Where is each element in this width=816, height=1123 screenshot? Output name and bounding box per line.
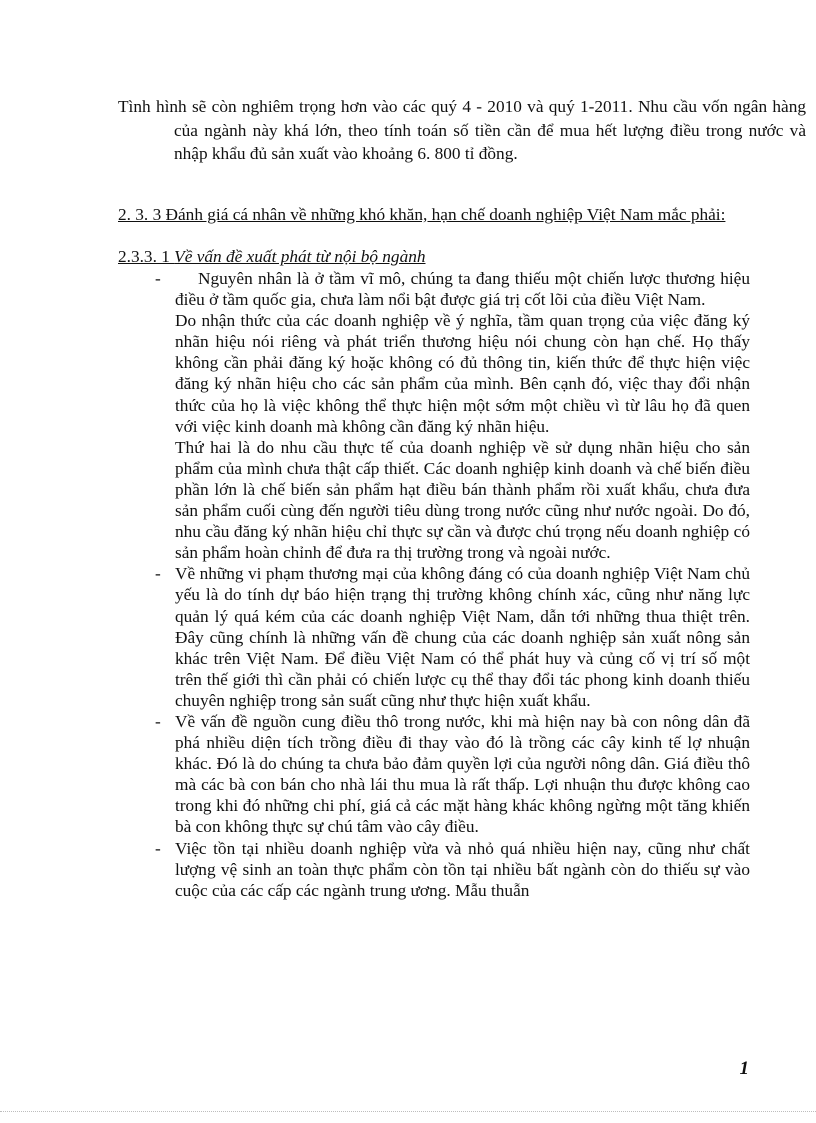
- section-heading: 2. 3. 3 Đánh giá cá nhân về những khó khăn, hạn chế doanh nghiệp Việt Nam mắc phải:: [118, 205, 726, 224]
- list-item-paragraph: Việc tồn tại nhiều doanh nghiệp vừa và nhỏ quá nhiều hiện nay, cũng như chất lượng vệ sinh an toàn thực phẩm còn tồn tại nhiều bất ngành còn do thiếu sự vào cuộc của các cấp các ngành trung ương. Mẫu thuẫn: [175, 838, 750, 900]
- dash-bullet: -: [155, 838, 161, 858]
- list-item-paragraph: Về vấn đề nguồn cung điều thô trong nước, khi mà hiện nay bà con nông dân đã phá nhiều diện tích trồng điều đi thay vào đó là trồng các cây kinh tế lợ nhuận khác. Đó là do chúng ta chưa bảo đảm quyền lợi của người nông dân. Giá điều thô mà các bà con bán cho nhà lái thu mua là rất thấp. Lợi nhuận thu được không cao trong khi đó những chi phí, giá cả các mặt hàng khác không ngừng một tăng khiến bà con không thực sự chú tâm vào cây điều.: [175, 711, 750, 837]
- dash-bullet: -: [155, 564, 161, 584]
- dash-bullet: -: [155, 711, 161, 731]
- dash-bullet: -: [155, 269, 161, 288]
- list-item-paragraph: Do nhận thức của các doanh nghiệp về ý nghĩa, tầm quan trọng của việc đăng ký nhãn hiệu nói riêng và phát triển thương hiệu nói chung còn hạn chế. Họ thấy không cần phải đăng ký hoặc không có đủ thông tin, kiến thức để thực hiện việc đăng ký nhãn hiệu cho các sản phẩm của mình. Bên cạnh đó, việc thay đổi nhận thức của họ là việc không thể thực hiện một sớm một chiều vì từ lâu họ đã quen với việc kinh doanh mà không cần đăng ký nhãn hiệu.: [175, 311, 750, 436]
- list-item-paragraph: Nguyên nhân là ở tầm vĩ mô, chúng ta đang thiếu một chiến lược thương hiệu điều ở tầm quốc gia, chưa làm nổi bật được giá trị cốt lõi của điều Việt Nam.: [175, 269, 750, 310]
- list-item: [118, 838, 750, 901]
- list-item: [118, 563, 750, 711]
- list-item: [118, 711, 750, 838]
- list-item-paragraph: Thứ hai là do nhu cầu thực tế của doanh nghiệp về sử dụng nhãn hiệu cho sản phẩm của mình chưa thật cấp thiết. Các doanh nghiệp kinh doanh và chế biến điều phần lớn là chế biến sản phẩm hạt điều bán thành phẩm rồi xuất khẩu, chưa đưa sản phẩm cuối cùng đến người tiêu dùng trong nước cũng như nước ngoài. Do đó, nhu cầu đăng ký nhãn hiệu chỉ thực sự cần và được chú trọng nếu doanh nghiệp có sản phẩm hoàn chỉnh để đưa ra thị trường trong và ngoài nước.: [175, 437, 750, 563]
- subsection-number: 2.3.3. 1: [118, 247, 175, 266]
- page-bottom-divider: [0, 1111, 816, 1112]
- list-item-paragraph: Về những vi phạm thương mại của không đáng có của doanh nghiệp Việt Nam chủ yếu là do tính dự báo hiện trạng thị trường không chính xác, cũng như năng lực quản lý quá kém của các doanh nghiệp Việt Nam, dẫn tới những thua thiệt trên. Đây cũng chính là những vấn đề chung của các doanh nghiệp sản xuất nông sản khác trên Việt Nam. Để điều Việt Nam có thể phát huy và củng cố vị trí số một trên thế giới thì cần phải có chiến lược cụ thể thay đổi tác phong kinh doanh thiếu chuyên nghiệp trong sản suất cũng như thực hiện xuất khẩu.: [175, 564, 750, 710]
- intro-paragraph: Tình hình sẽ còn nghiêm trọng hơn vào các quý 4 - 2010 và quý 1-2011. Nhu cầu vốn ngân hàng của ngành này khá lớn, theo tính toán số tiền cần để mua hết lượng điều trong nước và nhập khẩu đủ sản xuất vào khoảng 6. 800 tỉ đồng.: [118, 97, 806, 163]
- subsection-title: Về vấn đề xuất phát từ nội bộ ngành: [174, 247, 426, 266]
- page-number: 1: [739, 1058, 749, 1079]
- subsection-heading: [118, 247, 750, 267]
- list-item: [118, 268, 750, 563]
- body-text: [118, 268, 750, 901]
